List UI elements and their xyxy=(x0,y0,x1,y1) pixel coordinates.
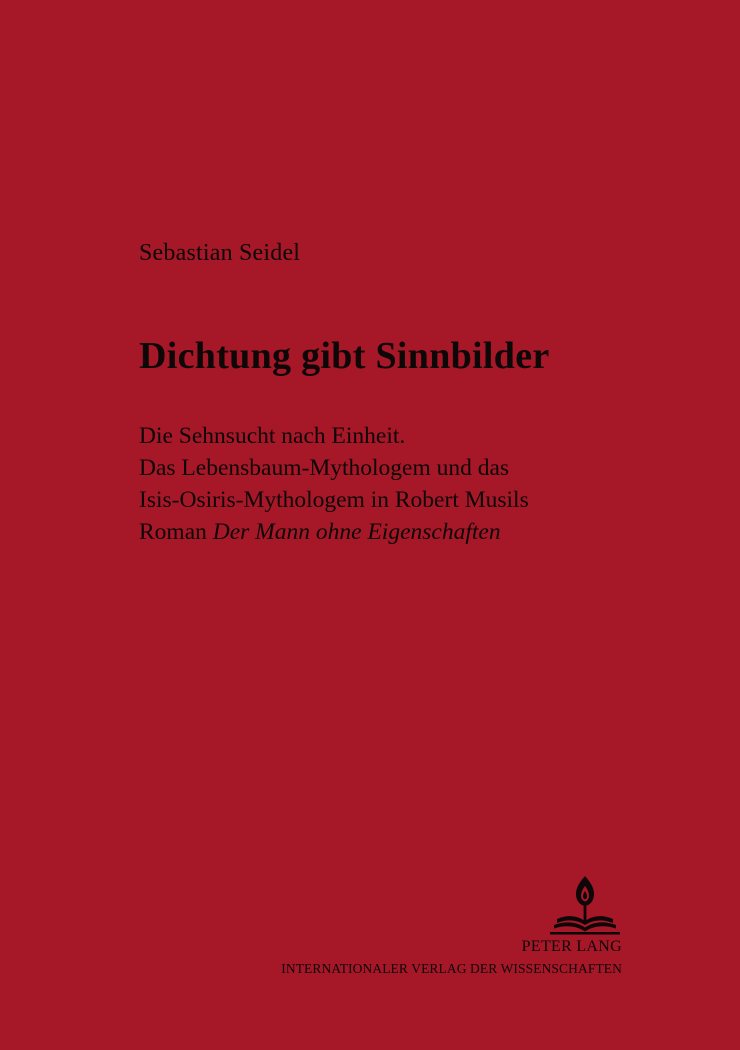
subtitle-line-4 xyxy=(139,516,529,548)
publisher-tagline: INTERNATIONALER VERLAG DER WISSENSCHAFTEN xyxy=(281,961,622,976)
publisher-name: PETER LANG xyxy=(521,938,622,955)
subtitle-line-2: Das Lebensbaum-Mythologem und das xyxy=(139,455,510,481)
author-name: Sebastian Seidel xyxy=(139,240,301,266)
publisher-logo-icon xyxy=(548,874,622,940)
book-title: Dichtung gibt Sinnbilder xyxy=(139,335,550,377)
book-subtitle xyxy=(139,420,529,548)
subtitle-line-1: Die Sehnsucht nach Einheit. xyxy=(139,423,406,449)
subtitle-roman-prefix: Roman xyxy=(139,519,213,545)
subtitle-line-3: Isis-Osiris-Mythologem in Robert Musils xyxy=(139,487,529,513)
subtitle-novel-title: Der Mann ohne Eigenschaften xyxy=(212,519,501,545)
